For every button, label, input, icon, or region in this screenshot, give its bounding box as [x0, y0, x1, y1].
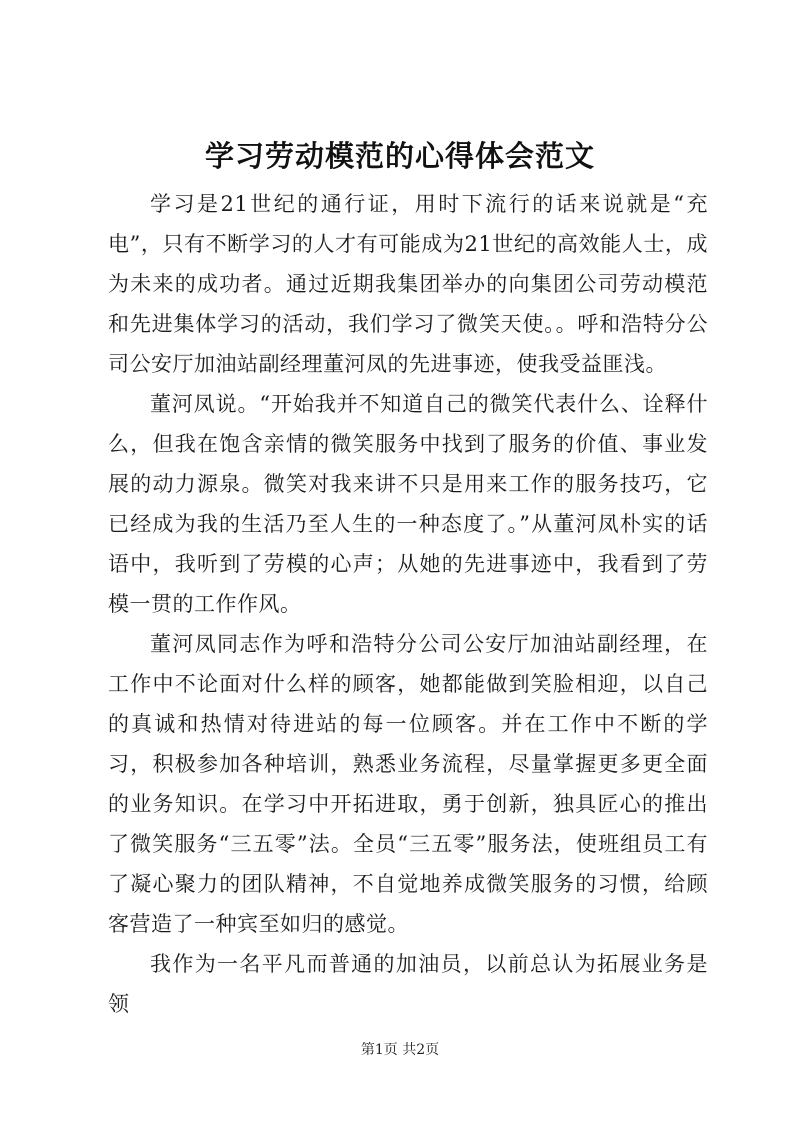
paragraph-4: 我作为一名平凡而普通的加油员，以前总认为拓展业务是领	[108, 952, 708, 1016]
page-number-footer: 第1页 共2页	[360, 1042, 440, 1058]
paragraph-1: 学习是21世纪的通行证，用时下流行的话来说就是“充电”，只有不断学习的人才有可能成为21世纪的高效能人士，成为未来的成功者。通过近期我集团举办的向集团公司劳动模范和先进集体学习的活动，我们学习了微笑天使。。呼和浩特分公司公安厅加油站副经理董河凤的先进事迹，使我受益匪浅。	[108, 192, 708, 376]
paragraph-2: 董河凤说。“开始我并不知道自己的微笑代表什么、诠释什么，但我在饱含亲情的微笑服务中找到了服务的价值、事业发展的动力源泉。微笑对我来讲不只是用来工作的服务技巧，它已经成为我的生活乃至人生的一种态度了。”从董河凤朴实的话语中，我听到了劳模的心声；从她的先进事迹中，我看到了劳模一贯的工作作风。	[108, 392, 708, 616]
document-title: 学习劳动模范的心得体会范文	[204, 139, 595, 173]
paragraph-3: 董河凤同志作为呼和浩特分公司公安厅加油站副经理，在工作中不论面对什么样的顾客，她都能做到笑脸相迎，以自己的真诚和热情对待进站的每一位顾客。并在工作中不断的学习，积极参加各种培训，熟悉业务流程，尽量掌握更多更全面的业务知识。在学习中开拓进取，勇于创新，独具匠心的推出了微笑服务“三五零”法。全员“三五零”服务法，使班组员工有了凝心聚力的团队精神，不自觉地养成微笑服务的习惯，给顾客营造了一种宾至如归的感觉。	[108, 632, 708, 936]
document-body	[108, 184, 708, 1024]
